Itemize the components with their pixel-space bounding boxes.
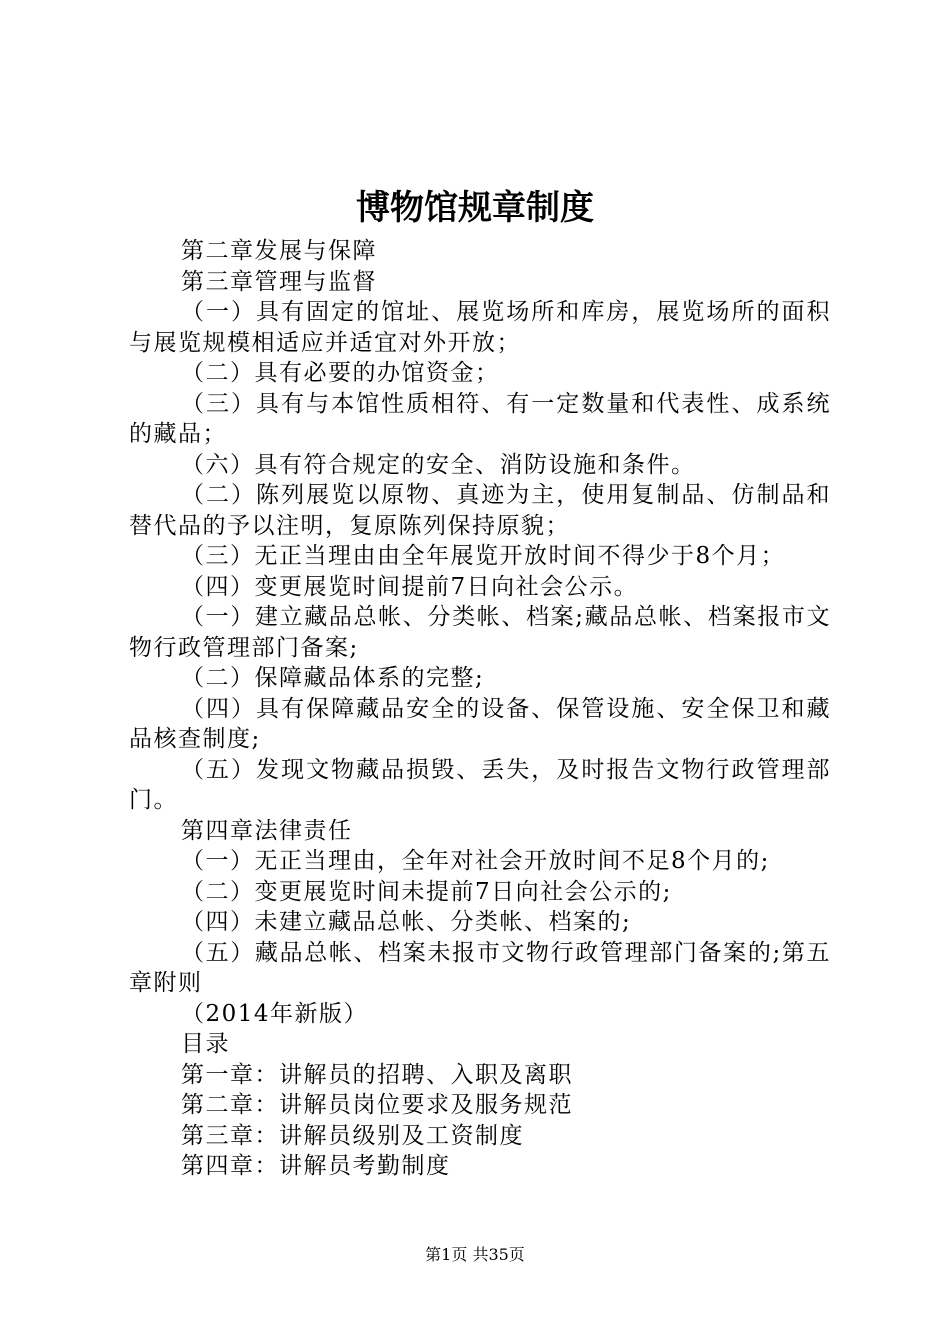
- paragraph: 目录: [181, 1031, 230, 1057]
- page-footer: 第1页 共35页: [425, 1245, 525, 1264]
- paragraph: 第三章：讲解员级别及工资制度: [181, 1122, 524, 1149]
- paragraph: （二）保障藏品体系的完整;: [181, 665, 485, 691]
- paragraph: 第四章：讲解员考勤制度: [181, 1153, 451, 1179]
- paragraph: （六）具有符合规定的安全、消防设施和条件。: [181, 451, 696, 478]
- paragraph: （一）具有固定的馆址、展览场所和库房，展览场所的面积与展览规模相适应并适宜对外开放；: [129, 299, 831, 356]
- paragraph: 第四章法律责任: [181, 817, 353, 844]
- paragraph: （四）未建立藏品总帐、分类帐、档案的;: [181, 909, 632, 935]
- paragraph: （二）陈列展览以原物、真迹为主，使用复制品、仿制品和替代品的予以注明，复原陈列保持原貌；: [129, 482, 831, 539]
- paragraph: （四）变更展览时间提前7日向社会公示。: [181, 573, 639, 600]
- paragraph: 第二章发展与保障: [181, 238, 377, 264]
- paragraph: （三）无正当理由由全年展览开放时间不得少于8个月；: [181, 543, 786, 569]
- paragraph: （四）具有保障藏品安全的设备、保管设施、安全保卫和藏品核查制度;: [129, 695, 831, 752]
- paragraph: （2014年新版）: [181, 1000, 369, 1027]
- paragraph: （一）建立藏品总帐、分类帐、档案;藏品总帐、档案报市文物行政管理部门备案;: [129, 604, 831, 661]
- paragraph: （二）变更展览时间未提前7日向社会公示的;: [181, 878, 672, 905]
- paragraph: （五）藏品总帐、档案未报市文物行政管理部门备案的;第五章附则: [129, 939, 831, 996]
- paragraph: （一）无正当理由，全年对社会开放时间不足8个月的;: [181, 848, 770, 874]
- document-body: [129, 236, 831, 1182]
- paragraph: 第三章管理与监督: [181, 268, 377, 295]
- paragraph: 第二章：讲解员岗位要求及服务规范: [181, 1092, 573, 1118]
- document-title: 博物馆规章制度: [356, 188, 594, 228]
- paragraph: （五）发现文物藏品损毁、丢失，及时报告文物行政管理部门。: [129, 756, 831, 813]
- paragraph: （三）具有与本馆性质相符、有一定数量和代表性、成系统的藏品；: [129, 390, 831, 447]
- paragraph: 第一章：讲解员的招聘、入职及离职: [181, 1061, 573, 1088]
- paragraph: （二）具有必要的办馆资金；: [181, 360, 500, 386]
